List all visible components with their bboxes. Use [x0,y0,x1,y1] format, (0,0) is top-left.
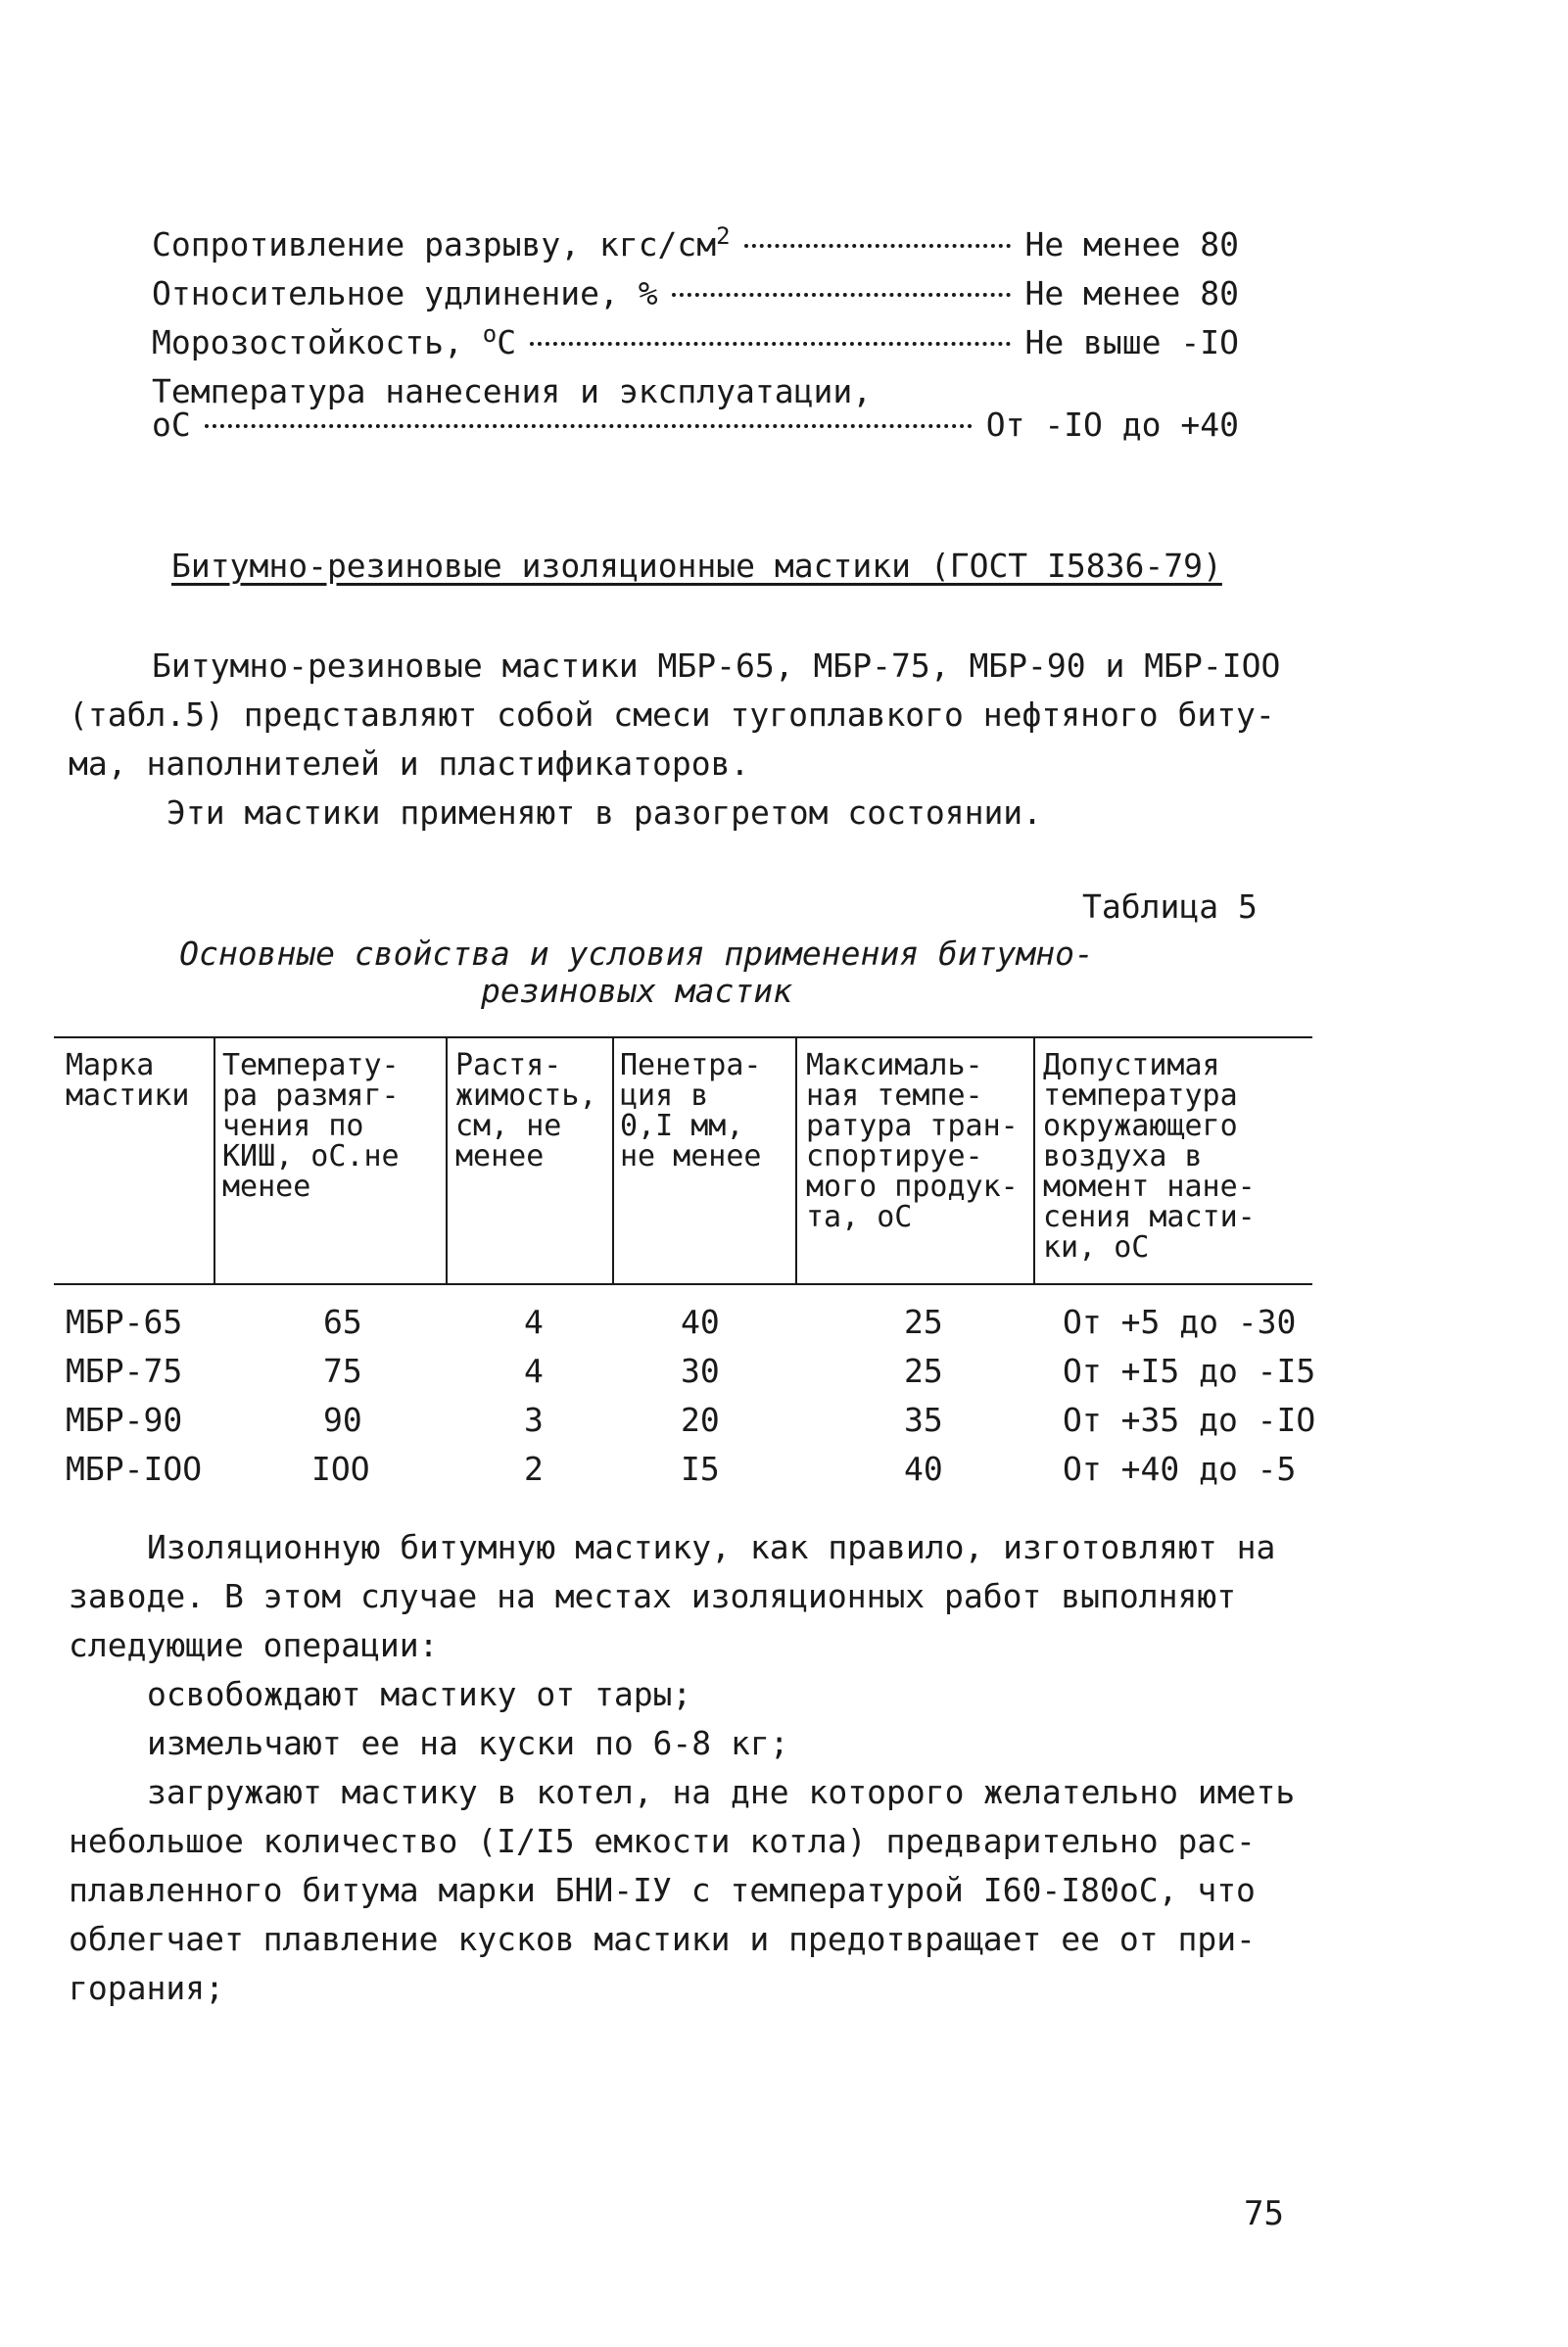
cell-brand: МБР-90 [66,1401,183,1439]
column-divider [1033,1038,1035,1285]
header-cell: Пенетра- ция в 0,I мм, не менее [620,1048,762,1174]
properties-table [54,1036,1316,1499]
cell-ambient-temp: От +35 до -IO [1063,1401,1316,1439]
text-line: (табл.5) представляют собой смеси тугоплавкого нефтяного биту- [69,695,1275,734]
text-line: загружают мастику в котел, на дне которого желательно иметь [147,1773,1296,1811]
table-row [54,1303,1312,1352]
property-name: Относительное удлинение, % [152,274,658,312]
cell-brand: МБР-IOO [66,1450,203,1488]
cell-elongation: 4 [524,1352,544,1390]
table-label: Таблица 5 [1082,887,1258,926]
text-line: Эти мастики применяют в разогретом состоянии. [166,793,1043,832]
cell-penetration: 30 [681,1352,720,1390]
table-header [54,1036,1312,1285]
column-divider [612,1038,614,1285]
dot-leader [205,424,973,428]
property-value: Не менее 80 [1024,274,1239,312]
property-unit: оС [152,406,191,444]
table-row [54,1401,1316,1450]
text-line: облегчает плавление кусков мастики и предотвращает ее от при- [69,1920,1256,1958]
text-line: небольшое количество (I/I5 емкости котла) предварительно рас- [69,1822,1256,1860]
caption-line: Основные свойства и условия применения битумно- [179,934,1094,973]
cell-brand: МБР-75 [66,1352,183,1390]
cell-max-temp: 40 [904,1450,943,1488]
text-line: освобождают мастику от тары; [147,1675,692,1713]
header-cell: Температу- ра размяг- чения по КИШ, оС.не менее [222,1048,400,1204]
table-row [54,1352,1316,1401]
table-caption [147,935,1126,1010]
cell-max-temp: 25 [904,1352,943,1390]
properties-list [152,220,1239,450]
cell-penetration: I5 [681,1450,720,1488]
column-divider [214,1038,215,1285]
section-heading: Битумно-резиновые изоляционные мастики (ГОСТ I5836-79) [171,547,1222,585]
cell-penetration: 40 [681,1303,720,1341]
property-name: Температура нанесения и эксплуатации, [152,372,873,410]
column-divider [795,1038,797,1285]
cell-softening: 65 [323,1303,362,1341]
dot-leader [672,293,1012,297]
cell-max-temp: 35 [904,1401,943,1439]
cell-ambient-temp: От +40 до -5 [1063,1450,1297,1488]
dot-leader [530,342,1011,346]
text-line: Битумно-резиновые мастики МБР-65, МБР-75, МБР-90 и МБР-IOO [152,647,1281,685]
property-value: Не выше -IO [1024,323,1239,361]
text-line: следующие операции: [69,1626,439,1664]
property-value: Не менее 80 [1024,225,1239,263]
cell-brand: МБР-65 [66,1303,183,1341]
cell-softening: 75 [323,1352,362,1390]
cell-max-temp: 25 [904,1303,943,1341]
text-line: Изоляционную битумную мастику, как правило, изготовляют на [147,1528,1276,1566]
dot-leader [744,244,1012,248]
cell-penetration: 20 [681,1401,720,1439]
property-row [152,318,1239,367]
cell-ambient-temp: От +5 до -30 [1063,1303,1297,1341]
property-row [152,269,1239,318]
text-line: заводе. В этом случае на местах изоляционных работ выполняют [69,1577,1237,1615]
cell-elongation: 3 [524,1401,544,1439]
table-row [54,1450,1312,1499]
header-cell: Допустимая температура окружающего воздуха в момент нане- сения масти- ки, оС [1043,1048,1256,1265]
text-line: измельчают ее на куски по 6-8 кг; [147,1724,789,1762]
header-cell: Максималь- ная темпе- ратура тран- спортируе- мого продук- та, оС [806,1048,1019,1234]
cell-elongation: 2 [524,1450,544,1488]
page-number: 75 [1244,2194,1284,2233]
table-body [54,1303,1316,1499]
body-paragraph [69,1523,1317,2013]
text-line: горания; [69,1969,224,2007]
cell-ambient-temp: От +I5 до -I5 [1063,1352,1316,1390]
text-line: ма, наполнителей и пластификаторов. [69,744,750,783]
caption-line: резиновых мастик [481,972,792,1010]
property-name: Морозостойкость, $^о$С [152,320,517,361]
property-name: Сопротивление разрыву, кгс/$см^2$ [152,222,731,263]
property-row [152,220,1239,269]
property-row-heading [152,367,1239,410]
header-cell: Марка мастики [66,1048,190,1113]
property-value: От -IO до +40 [985,406,1239,444]
column-divider [446,1038,448,1285]
text-line: плавленного битума марки БНИ-IУ с температурой I60-I80оС, что [69,1871,1256,1909]
header-cell: Растя- жимость, см, не менее [455,1048,597,1174]
cell-softening: 90 [323,1401,362,1439]
cell-elongation: 4 [524,1303,544,1341]
intro-paragraph [69,642,1317,838]
cell-softening: IOO [311,1450,370,1488]
